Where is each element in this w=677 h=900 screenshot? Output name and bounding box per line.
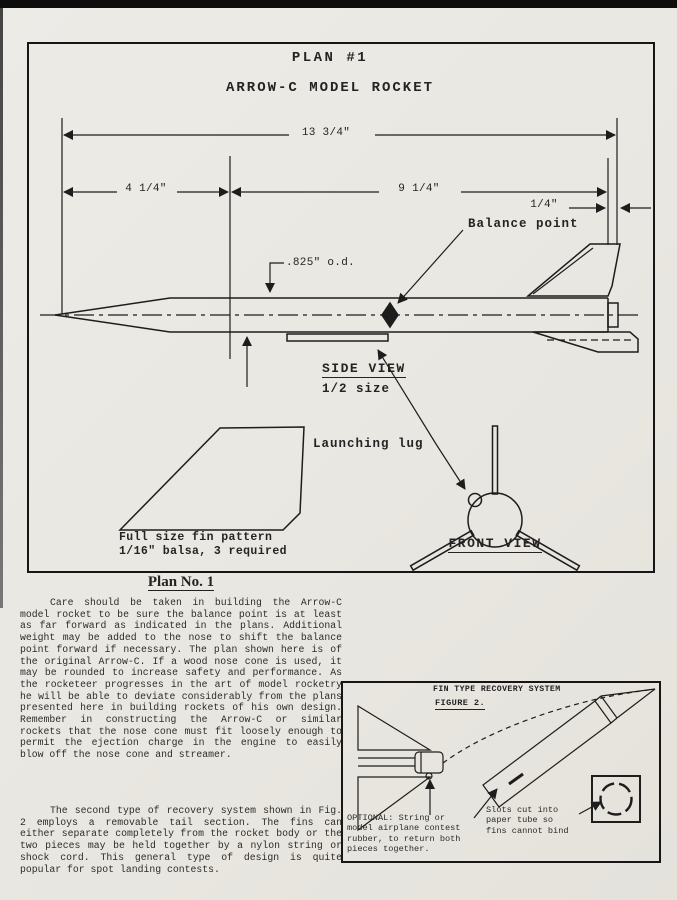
od-leader-top [270, 263, 284, 292]
side-view-label: SIDE VIEW [322, 361, 406, 376]
scan-edge-left [0, 8, 3, 608]
nose-cone-bottom [55, 315, 170, 332]
outer-diameter-label: .825" o.d. [286, 257, 356, 269]
tube-end-view [592, 776, 640, 822]
scan-edge-top [0, 0, 677, 8]
fin-pattern-outline [120, 427, 304, 530]
tail-tube-stub [415, 752, 443, 773]
shoulder-band [601, 696, 617, 718]
figure2-slots-note: Slots cut into paper tube so fins cannot bind [486, 805, 569, 836]
fin-pattern-label-line2: 1/16" balsa, 3 required [119, 545, 287, 558]
article-paragraph-2: The second type of recovery system shown in Fig. 2 employs a removable tail section. The fins can either separate completely from the rocket body or the two pieces may be held together by a nylon string or shock cord. This general type of design is quite popular for spot landing contests. [20, 805, 342, 875]
plan-number-title: PLAN #1 [291, 50, 369, 66]
side-view-scale: 1/2 size [322, 382, 391, 396]
dim-total-length: 13 3/4" [301, 127, 351, 139]
dim-body-length: 9 1/4" [398, 183, 440, 195]
tube-slot-mark [509, 774, 523, 784]
slots-leader-endview [579, 802, 601, 814]
balance-point-marker [382, 303, 398, 327]
upper-fin-edge-line [533, 248, 593, 294]
dim-nose-length: 4 1/4" [125, 183, 167, 195]
balance-point-label: Balance point [468, 217, 579, 231]
side-view-drawing [27, 42, 655, 573]
launching-lug-label: Launching lug [313, 437, 424, 451]
front-view-label: FRONT VIEW [448, 536, 542, 551]
upper-fin [528, 244, 620, 296]
lower-fin [533, 332, 638, 352]
extension-lines [62, 118, 617, 359]
rocket-name-title: ARROW-C MODEL ROCKET [225, 80, 435, 96]
figure2-header: FIN TYPE RECOVERY SYSTEM [433, 685, 561, 694]
launching-lug-front [469, 494, 482, 507]
fin-pattern-label-line1: Full size fin pattern [119, 531, 273, 544]
dim-quarter-inch: 1/4" [530, 199, 558, 211]
dimension-lines [64, 135, 651, 208]
balance-point-leader [398, 230, 463, 303]
slotted-tube-circle [601, 784, 632, 815]
lug-leader-frontview [436, 444, 465, 489]
figure2-number-label: FIGURE 2. [435, 698, 486, 708]
article-heading: Plan No. 1 [147, 574, 215, 590]
tail-fin-upper [358, 706, 430, 750]
figure2-optional-note: OPTIONAL: String or model airplane contest rubber, to return both pieces together. [347, 813, 461, 855]
nose-cone-top [55, 298, 170, 315]
article-paragraph-1: Care should be taken in building the Arrow-C model rocket to be sure the balance point is at least as far forward as indicated in the plans. Additional weight may be added to the nose to shift the balance point forward if necessary. The plan shown here is of the original Arrow-C. If a wood nose cone is used, it may be rounded to increase safety and performance. As the rocketeer progresses in the art of model rocketry he will be able to deviate considerably from the plans presented here in building rockets of his own design. Remember in constructing the Arrow-C or similar rockets that the nose cone must fit loosely enough to permit the ejection charge in the engine to easily blow off the nose cone and streamer. [20, 597, 342, 761]
launching-lug-side [287, 334, 388, 341]
